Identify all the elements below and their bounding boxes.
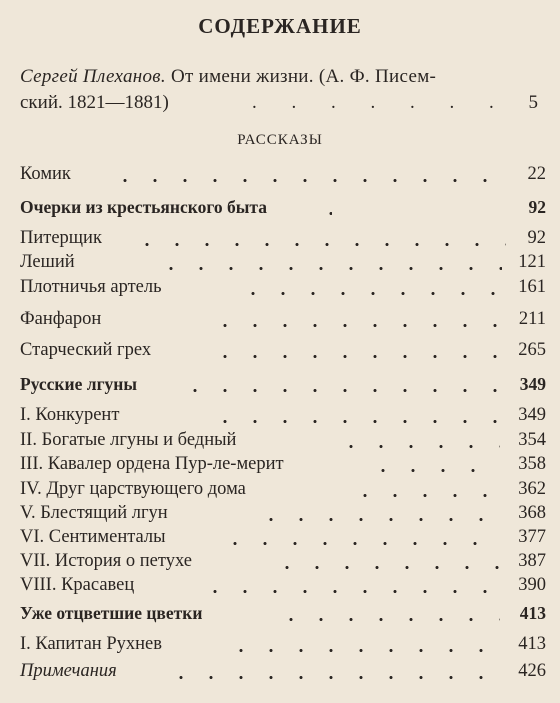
dot-leader [210,355,502,358]
toc-entry-istoriya-o-petuhe [20,551,546,575]
dot-leader [132,243,506,246]
entry-page: 368 [518,503,546,523]
dot-leader [238,292,502,295]
entry-label: Комик [20,164,71,184]
dot-leader [166,676,500,679]
dot-leader [156,267,502,270]
intro-page-number: 5 [528,92,538,113]
entry-label: Леший [20,252,75,272]
toc-entry-kapitan-ruhnev [20,634,546,658]
toc-entry-russkie-lguny [20,374,546,398]
entry-page: 362 [518,479,546,499]
dot-leader [368,469,500,472]
dot-leader [226,649,500,652]
toc-entry-drug-doma [20,479,546,503]
entry-label: Примечания [20,661,117,681]
entry-page: 426 [518,661,546,681]
toc-entry-blestyaschiy-lgun [20,503,546,527]
entry-page: 349 [519,374,546,394]
dot-leader [336,445,500,448]
intro-dot-leader: . . . . . . . [252,92,509,113]
entry-label: Питерщик [20,228,102,248]
entry-label: II. Богатые лгуны и бедный [20,430,237,450]
toc-entry-plotnichya-artel [20,277,546,301]
entry-label: V. Блестящий лгун [20,503,168,523]
entry-label: Старческий грех [20,340,152,360]
intro-title: От имени жизни. (А. Ф. Писем- [165,66,437,87]
dot-leader [276,618,500,621]
toc-entry-otsvetshie-tsvetki [20,603,546,627]
intro-line-2 [20,92,542,118]
entry-label: Уже отцветшие цветки [20,603,203,623]
entry-page: 390 [518,575,546,595]
toc-entry-krasavets [20,575,546,599]
entry-page: 161 [518,277,546,297]
entry-page: 92 [528,197,546,217]
entry-label: Очерки из крестьянского быта [20,197,267,217]
toc-entry-kavaler-ordena [20,454,546,478]
dot-leader [180,389,502,392]
entry-label: Фанфарон [20,309,102,329]
toc-entry-ocherki [20,197,546,221]
entry-label: VIII. Красавец [20,575,135,595]
toc-entry-komik [20,164,546,188]
toc-entry-sentimentaly [20,527,546,551]
entry-page: 354 [518,430,546,450]
section-heading: РАССКАЗЫ [237,132,323,148]
entry-label: I. Конкурент [20,405,120,425]
entry-page: 92 [527,228,546,248]
toc-entry-konkurent [20,405,546,429]
dot-leader [110,179,506,182]
dot-leader [272,566,500,569]
entry-page: 413 [518,634,546,654]
intro-line-1 [20,66,542,92]
dot-leader [256,518,500,521]
toc-entry-bogatye-lguny [20,430,546,454]
dot-leader [210,324,502,327]
toc-entry-primechaniya [20,661,546,685]
entry-label: Плотничья артель [20,277,162,297]
dot-leader [350,494,500,497]
toc-entry-fanfaron [20,309,546,333]
toc-entry-starcheskiy-greh [20,340,546,364]
entry-label: I. Капитан Рухнев [20,634,162,654]
entry-label: Русские лгуны [20,374,138,394]
intro-author: Сергей Плеханов. [20,66,166,87]
dot-leader [200,590,500,593]
entry-page: 358 [518,454,546,474]
entry-page: 211 [518,309,546,329]
entry-label: VII. История о петухе [20,551,192,571]
entry-page: 377 [518,527,546,547]
entry-page: 121 [518,252,546,272]
entry-label: III. Кавалер ордена Пур-ле-мерит [20,454,284,474]
intro-entry [20,66,542,118]
toc-entry-leshiy [20,252,546,276]
entry-page: 265 [518,340,546,360]
entry-label: VI. Сентименталы [20,527,166,547]
entry-page: 349 [518,405,546,425]
entry-page: 413 [519,603,546,623]
intro-dates: ский. 1821—1881) [20,92,169,113]
entry-page: 387 [518,551,546,571]
entry-page: 22 [527,164,546,184]
dot-leader [210,420,502,423]
dot-leader [316,212,332,215]
dot-leader [220,542,500,545]
entry-label: IV. Друг царствующего дома [20,479,246,499]
toc-entry-piterschik [20,228,546,252]
page-title: СОДЕРЖАНИЕ [198,14,362,38]
